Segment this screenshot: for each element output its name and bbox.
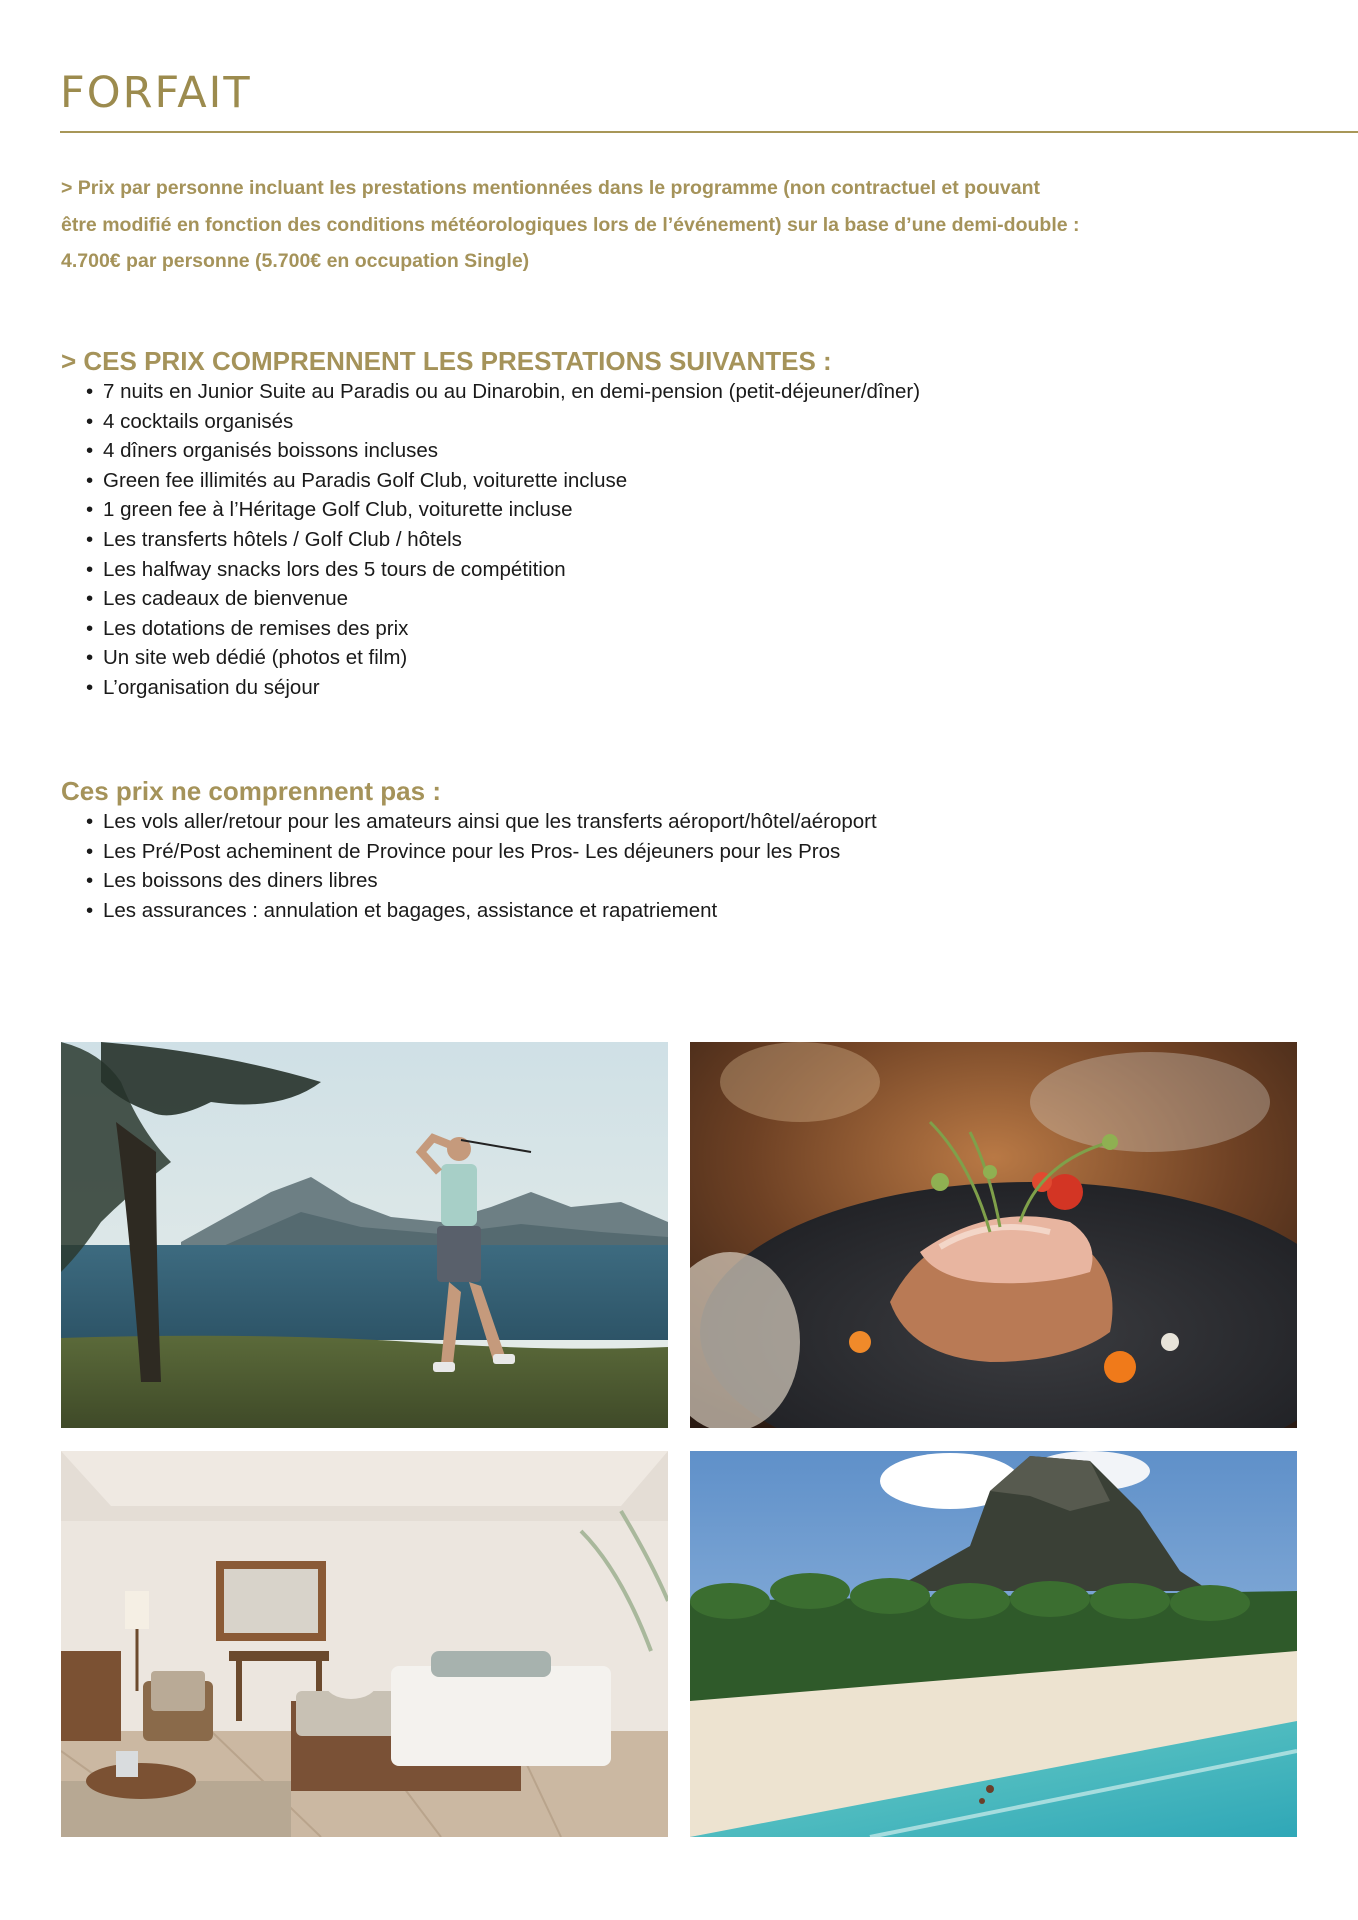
bullet-icon: • [86, 380, 94, 403]
list-item-text: Green fee illimités au Paradis Golf Club, voiturette incluse [103, 468, 628, 492]
excluded-heading: Ces prix ne comprennent pas : [61, 776, 441, 806]
bullet-icon: • [86, 587, 94, 611]
list-item-text: 4 cocktails organisés [103, 409, 294, 433]
intro-line: 4.700€ par personne (5.700€ en occupation Single) [61, 250, 530, 272]
list-item-text: 7 nuits en Junior Suite au Paradis ou au Dinarobin, en demi-pension (petit-déjeuner/dîner) [103, 380, 921, 403]
list-item-text: Les boissons des diners libres [103, 869, 378, 893]
list-item [86, 495, 920, 525]
list-item [86, 525, 920, 555]
list-item-text: Un site web dédié (photos et film) [103, 646, 408, 670]
list-item [86, 466, 920, 496]
bullet-icon: • [86, 646, 94, 670]
list-item [86, 673, 920, 703]
bullet-icon: • [86, 468, 94, 492]
list-item [86, 614, 920, 644]
list-item-text: Les Pré/Post acheminent de Province pour les Pros- Les déjeuners pour les Pros [103, 839, 841, 863]
bullet-icon: • [86, 839, 94, 863]
list-item [86, 807, 877, 837]
list-item-text: L’organisation du séjour [103, 675, 320, 699]
bullet-icon: • [86, 675, 94, 699]
list-item [86, 866, 877, 896]
bullet-icon: • [86, 439, 94, 463]
dish-photo [690, 1042, 1297, 1428]
page-title: FORFAIT [60, 68, 252, 118]
list-item-text: Les dotations de remises des prix [103, 616, 409, 640]
list-item-text: Les transferts hôtels / Golf Club / hôtels [103, 527, 462, 551]
included-heading: > CES PRIX COMPRENNENT LES PRESTATIONS SUIVANTES : [61, 346, 832, 376]
list-item-text: Les cadeaux de bienvenue [103, 587, 349, 611]
intro-paragraph [61, 170, 1311, 280]
list-item-text: 1 green fee à l’Héritage Golf Club, voiturette incluse [103, 498, 573, 522]
list-item [86, 643, 920, 673]
list-item-text: Les assurances : annulation et bagages, assistance et rapatriement [103, 898, 718, 922]
list-item [86, 837, 877, 867]
bullet-icon: • [86, 557, 94, 581]
bullet-icon: • [86, 409, 94, 433]
bullet-icon: • [86, 527, 94, 551]
list-item-text: Les halfway snacks lors des 5 tours de compétition [103, 557, 566, 581]
list-item [86, 407, 920, 437]
list-item-text: 4 dîners organisés boissons incluses [103, 439, 439, 463]
list-item [86, 584, 920, 614]
bullet-icon: • [86, 498, 94, 522]
beach-photo [690, 1451, 1297, 1837]
bullet-icon: • [86, 869, 94, 893]
list-item-text: Les vols aller/retour pour les amateurs ainsi que les transferts aéroport/hôtel/aéroport [103, 810, 877, 833]
list-item [86, 377, 920, 407]
bullet-icon: • [86, 616, 94, 640]
bullet-icon: • [86, 810, 94, 833]
excluded-list [86, 807, 877, 925]
intro-line: être modifié en fonction des conditions météorologiques lors de l’événement) sur la base d’une demi-double : [61, 213, 1080, 236]
included-list [86, 377, 920, 703]
intro-line: > Prix par personne incluant les prestations mentionnées dans le programme (non contractuel et pouvant [61, 177, 1041, 199]
title-divider [60, 131, 1358, 133]
bullet-icon: • [86, 898, 94, 922]
golfer-photo [61, 1042, 668, 1428]
list-item [86, 896, 877, 926]
list-item [86, 436, 920, 466]
list-item [86, 555, 920, 585]
hotel-room-photo [61, 1451, 668, 1837]
